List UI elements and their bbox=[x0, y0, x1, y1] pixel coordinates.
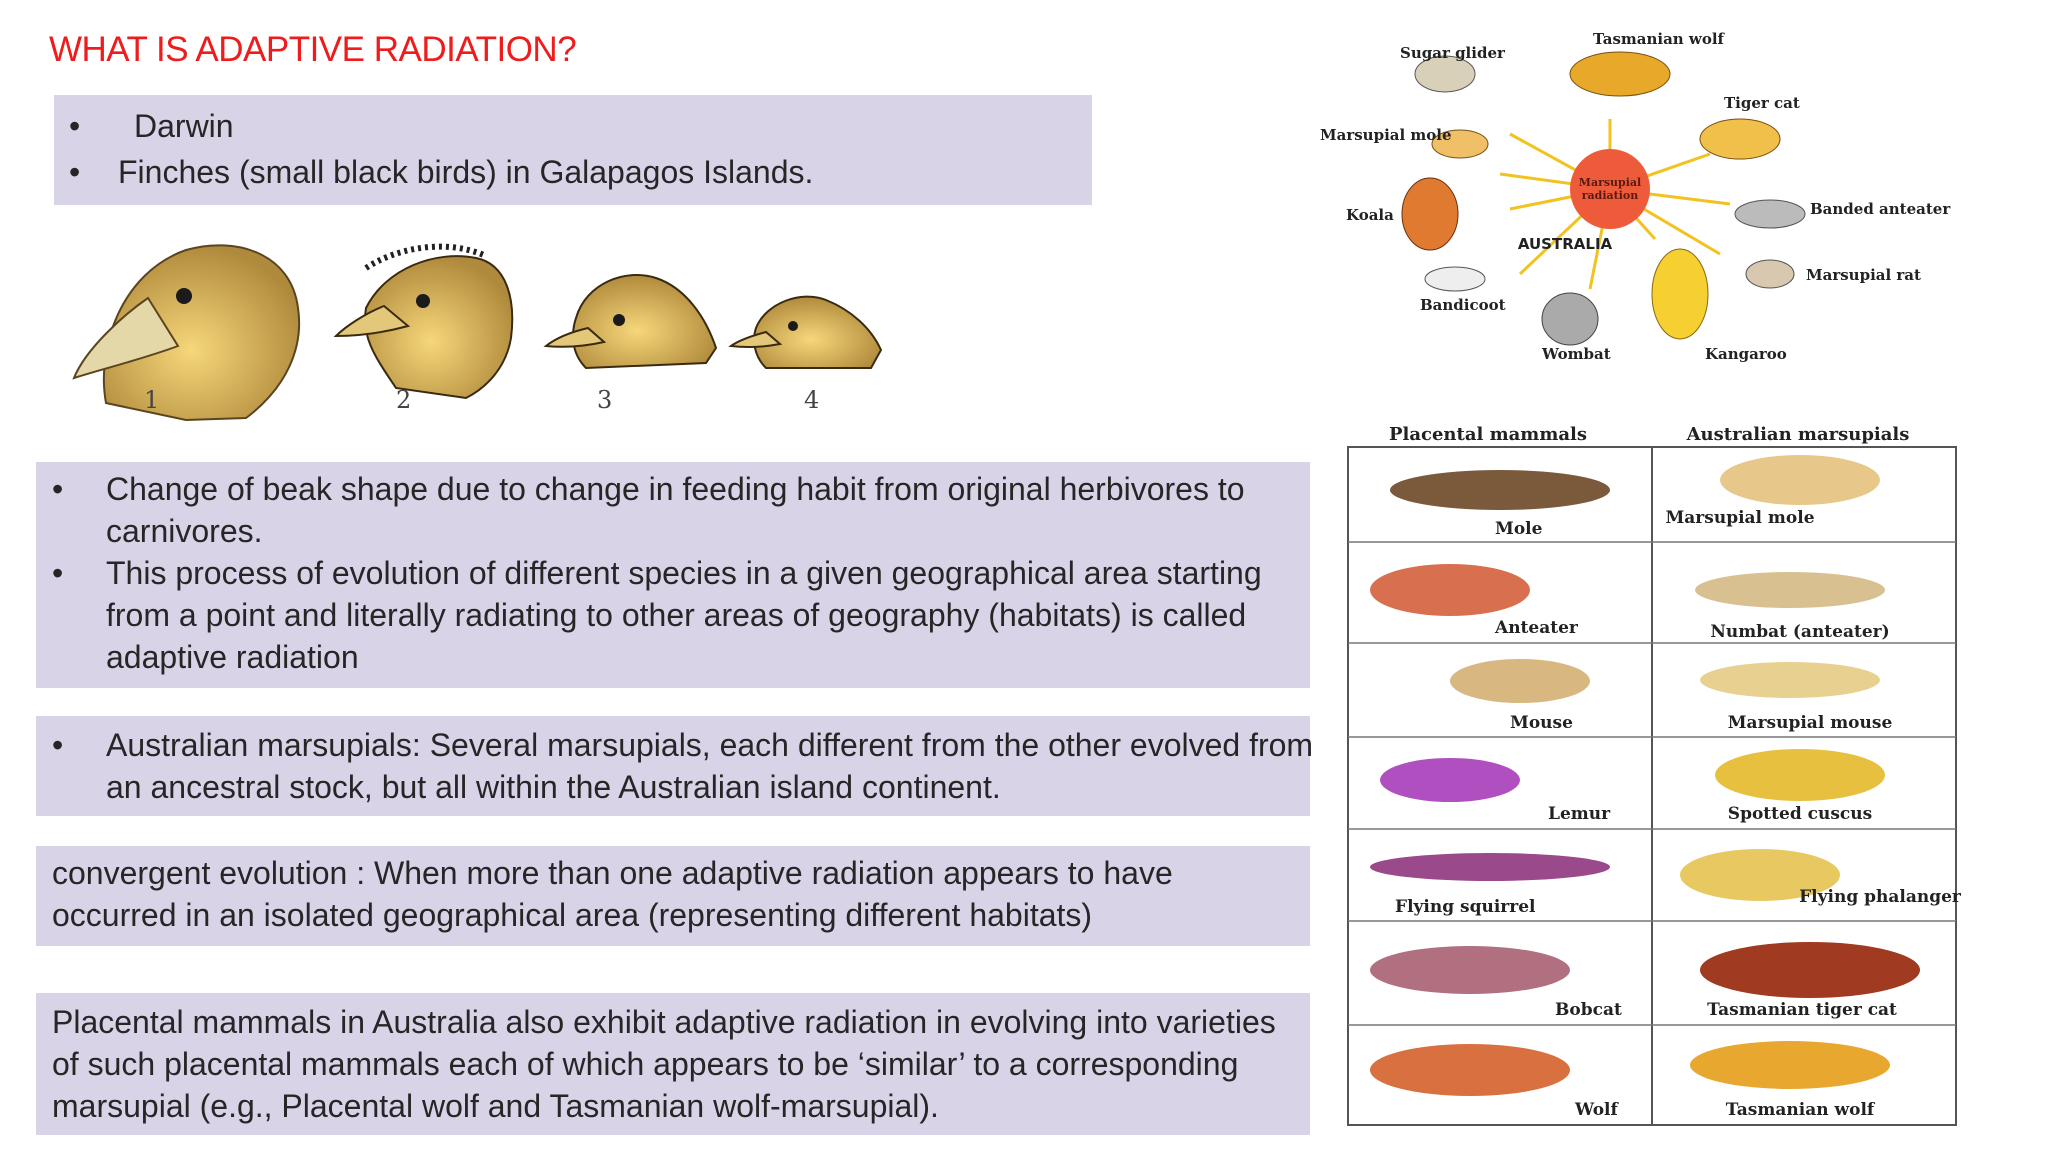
marsupial-label: Marsupial mole bbox=[1665, 508, 1815, 528]
animal-label: Sugar glider bbox=[1400, 44, 1505, 62]
table-header-placental: Placental mammals bbox=[1388, 424, 1588, 445]
marsupial-radiation-diagram bbox=[1310, 24, 1951, 384]
intro-box bbox=[54, 95, 1092, 205]
finch-1 bbox=[74, 245, 299, 420]
bullet-item bbox=[54, 105, 1092, 147]
finch-beaks-illustration bbox=[66, 228, 966, 428]
animal-label: Tiger cat bbox=[1724, 94, 1800, 112]
placental-label: Wolf bbox=[1575, 1100, 1618, 1120]
lemur-figure bbox=[1380, 758, 1520, 802]
animal-label: Bandicoot bbox=[1420, 296, 1506, 314]
tasmanian-tiger-cat-figure bbox=[1700, 942, 1920, 998]
animal-label: Tasmanian wolf bbox=[1593, 30, 1725, 48]
finch-3 bbox=[546, 275, 716, 414]
wombat-figure bbox=[1542, 293, 1598, 345]
radiation-center-label: Marsupial bbox=[1578, 176, 1642, 189]
bullet-text: Change of beak shape due to change in feeding habit from original herbivores to carnivores. bbox=[106, 471, 1245, 549]
finch-4 bbox=[731, 297, 881, 414]
bullet-marker: • bbox=[52, 471, 64, 507]
numbat-figure bbox=[1695, 572, 1885, 608]
marsupial-rat-figure bbox=[1746, 260, 1794, 288]
bandicoot-figure bbox=[1425, 267, 1485, 291]
bullet-item bbox=[52, 552, 1326, 678]
marsupial-mole-figure bbox=[1720, 455, 1880, 505]
marsupial-label: Flying phalanger bbox=[1799, 887, 1961, 907]
marsupials-box bbox=[36, 716, 1314, 816]
bullet-item bbox=[54, 151, 1092, 193]
finch-label: 3 bbox=[597, 386, 613, 414]
finch-label: 2 bbox=[396, 386, 412, 414]
slide-title: WHAT IS ADAPTIVE RADIATION? bbox=[49, 30, 577, 69]
australia-label: AUSTRALIA bbox=[1517, 235, 1613, 253]
bullet-marker: • bbox=[52, 555, 64, 591]
spotted-cuscus-figure bbox=[1715, 749, 1885, 801]
marsupial-label: Marsupial mouse bbox=[1727, 713, 1893, 733]
beak-change-box bbox=[36, 462, 1310, 688]
animal-label: Marsupial mole bbox=[1320, 126, 1452, 144]
finch-label: 4 bbox=[804, 386, 820, 414]
bullet-item bbox=[52, 468, 1326, 552]
marsupial-label: Tasmanian wolf bbox=[1725, 1100, 1875, 1120]
finch-label: 1 bbox=[144, 386, 160, 414]
bullet-marker: • bbox=[52, 727, 64, 763]
animal-label: Kangaroo bbox=[1705, 345, 1787, 363]
animal-label: Banded anteater bbox=[1810, 200, 1951, 218]
marsupial-label: Numbat (anteater) bbox=[1710, 622, 1890, 642]
bullet-text: Finches (small black birds) in Galapagos Islands. bbox=[118, 154, 814, 190]
convergent-evolution-table bbox=[1340, 415, 1965, 1135]
banded-anteater-figure bbox=[1735, 200, 1805, 228]
animal-label: Wombat bbox=[1542, 345, 1611, 363]
placental-label: Bobcat bbox=[1555, 1000, 1622, 1020]
animal-label: Marsupial rat bbox=[1806, 266, 1921, 284]
tasmanian-wolf-figure bbox=[1570, 52, 1670, 96]
marsupial-label: Tasmanian tiger cat bbox=[1707, 1000, 1897, 1020]
bullet-marker: • bbox=[69, 154, 81, 190]
bullet-text: Australian marsupials: Several marsupials, each different from the other evolved from an ancestral stock, but all within the Australian island continent. bbox=[106, 727, 1314, 805]
flying-squirrel-figure bbox=[1370, 853, 1610, 881]
finch-2 bbox=[336, 247, 512, 414]
bobcat-figure bbox=[1370, 946, 1570, 994]
kangaroo-figure bbox=[1652, 249, 1708, 339]
placental-label: Mouse bbox=[1510, 713, 1573, 733]
wolf-figure bbox=[1370, 1044, 1570, 1096]
placental-mammals-text: Placental mammals in Australia also exhibit adaptive radiation in evolving into varieties of such placental mammals each of which appears to be ‘similar’ to a corresponding marsupial (e.g., Placental wolf and Tasmanian wolf-marsupial). bbox=[52, 1004, 1276, 1124]
bullet-marker: • bbox=[69, 108, 81, 144]
placental-label: Lemur bbox=[1548, 804, 1611, 824]
marsupial-label: Spotted cuscus bbox=[1727, 804, 1873, 824]
placental-label: Mole bbox=[1495, 519, 1543, 539]
tasmanian-wolf-figure bbox=[1690, 1041, 1890, 1089]
tiger-cat-figure bbox=[1700, 119, 1780, 159]
animal-label: Koala bbox=[1346, 206, 1394, 224]
marsupial-mouse-figure bbox=[1700, 662, 1880, 698]
placental-label: Flying squirrel bbox=[1395, 897, 1536, 917]
anteater-figure bbox=[1370, 564, 1530, 616]
bullet-item bbox=[52, 724, 1336, 808]
placental-label: Anteater bbox=[1495, 618, 1578, 638]
placental-mammals-box bbox=[36, 993, 1310, 1135]
convergent-evolution-box bbox=[36, 846, 1310, 946]
convergent-evolution-text: convergent evolution : When more than one adaptive radiation appears to have occurred in an isolated geographical area (representing different habitats) bbox=[52, 855, 1173, 933]
table-header-marsupial: Australian marsupials bbox=[1686, 424, 1910, 445]
radiation-center-label: radiation bbox=[1581, 189, 1639, 202]
mole-figure bbox=[1390, 470, 1610, 510]
bullet-text: This process of evolution of different species in a given geographical area starting from a point and literally radiating to other areas of geography (habitats) is called adaptive radiation bbox=[106, 555, 1262, 675]
mouse-figure bbox=[1450, 659, 1590, 703]
koala-figure bbox=[1402, 178, 1458, 250]
bullet-text: Darwin bbox=[134, 108, 234, 144]
